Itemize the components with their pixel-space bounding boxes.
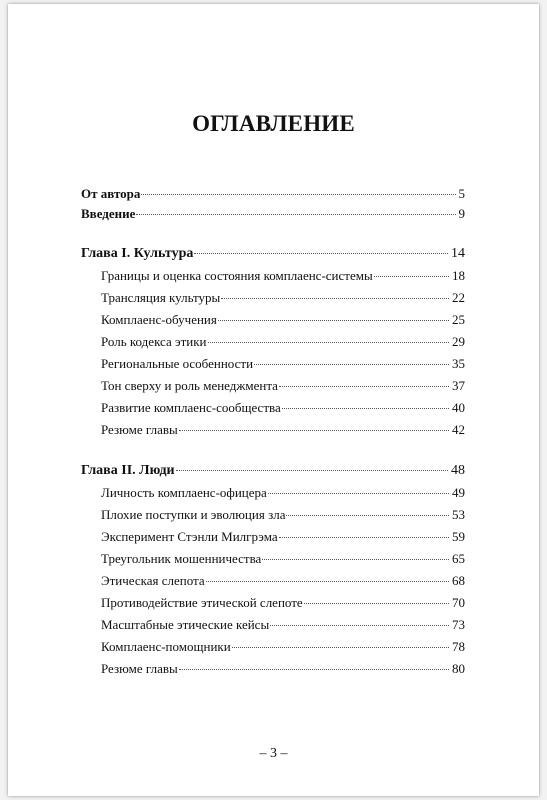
toc-section-label: Этическая слепота — [101, 573, 205, 588]
toc-section-label: Масштабные этические кейсы — [101, 617, 270, 632]
toc-section-page: 40 — [452, 400, 465, 415]
toc-section[interactable] — [101, 422, 465, 438]
toc-section[interactable] — [101, 268, 465, 284]
dot-leader — [206, 581, 449, 582]
dot-leader — [286, 515, 449, 516]
toc-section-label: Комплаенс-помощники — [101, 639, 231, 654]
toc-section-page: 65 — [452, 551, 465, 566]
dot-leader — [232, 647, 449, 648]
toc-section[interactable] — [101, 573, 465, 589]
toc-section[interactable] — [101, 639, 465, 655]
toc-section[interactable] — [101, 356, 465, 372]
dot-leader — [279, 537, 449, 538]
toc-entry-label: Введение — [81, 206, 136, 221]
dot-leader — [304, 603, 449, 604]
dot-leader — [254, 364, 449, 365]
toc-section-page: 25 — [452, 312, 465, 327]
toc-section-page: 73 — [452, 617, 465, 632]
toc-section-label: Тон сверху и роль менеджмента — [101, 378, 278, 393]
dot-leader — [179, 669, 449, 670]
toc-section-label: Трансляция культуры — [101, 290, 221, 305]
toc-section[interactable] — [101, 312, 465, 328]
toc-entry-page: 9 — [458, 206, 465, 221]
toc-chapter-label: Глава I. Культура — [81, 246, 194, 261]
toc-section-page: 37 — [452, 378, 465, 393]
dot-leader — [221, 298, 449, 299]
dot-leader — [179, 430, 449, 431]
toc-section-page: 80 — [452, 661, 465, 676]
toc-section[interactable] — [101, 661, 465, 677]
toc-chapter-page: 14 — [451, 246, 465, 261]
toc-section-page: 49 — [452, 485, 465, 500]
dot-leader — [282, 408, 449, 409]
dot-leader — [279, 386, 449, 387]
toc-entry-label: От автора — [81, 186, 141, 201]
dot-leader — [268, 493, 449, 494]
toc-section-label: Региональные особенности — [101, 356, 254, 371]
toc-section[interactable] — [101, 507, 465, 523]
toc-chapter-label: Глава II. Люди — [81, 463, 175, 478]
toc-section-page: 68 — [452, 573, 465, 588]
toc-section-label: Резюме главы — [101, 661, 178, 676]
toc-section-label: Личность комплаенс-офицера — [101, 485, 267, 500]
toc-section-page: 53 — [452, 507, 465, 522]
toc-section[interactable] — [101, 551, 465, 567]
toc-chapter-2[interactable] — [81, 463, 465, 479]
page-title: ОГЛАВЛЕНИЕ — [192, 111, 355, 136]
toc-section-label: Эксперимент Стэнли Милгрэма — [101, 529, 278, 544]
toc-section[interactable] — [101, 400, 465, 416]
toc-section[interactable] — [101, 529, 465, 545]
dot-leader — [176, 470, 448, 471]
page-number: – 3 – — [259, 746, 288, 761]
dot-leader — [194, 253, 448, 254]
toc-section-page: 78 — [452, 639, 465, 654]
toc-section-label: Границы и оценка состояния комплаенс-системы — [101, 268, 373, 283]
document-page — [8, 4, 539, 796]
toc-section-page: 59 — [452, 529, 465, 544]
toc-section[interactable] — [101, 290, 465, 306]
toc-section-page: 22 — [452, 290, 465, 305]
toc-section[interactable] — [101, 378, 465, 394]
toc-section-label: Развитие комплаенс-сообщества — [101, 400, 281, 415]
dot-leader — [262, 559, 449, 560]
toc-chapter-page: 48 — [451, 463, 465, 478]
dot-leader — [270, 625, 449, 626]
dot-leader — [136, 214, 455, 215]
toc-section-label: Роль кодекса этики — [101, 334, 207, 349]
toc-entry-author-preface[interactable] — [81, 186, 465, 202]
toc-section-page: 29 — [452, 334, 465, 349]
toc-section-label: Противодействие этической слепоте — [101, 595, 303, 610]
toc-section-page: 18 — [452, 268, 465, 283]
toc-section-page: 70 — [452, 595, 465, 610]
toc-chapter-1[interactable] — [81, 246, 465, 262]
toc-section[interactable] — [101, 485, 465, 501]
toc-entry-page: 5 — [458, 186, 465, 201]
toc-section-label: Комплаенс-обучения — [101, 312, 217, 327]
toc-section[interactable] — [101, 617, 465, 633]
dot-leader — [141, 194, 455, 195]
dot-leader — [374, 276, 449, 277]
toc-section-page: 42 — [452, 422, 465, 437]
dot-leader — [208, 342, 450, 343]
toc-section[interactable] — [101, 334, 465, 350]
dot-leader — [218, 320, 449, 321]
toc-section-label: Плохие поступки и эволюция зла — [101, 507, 286, 522]
toc-section-label: Резюме главы — [101, 422, 178, 437]
toc-section-page: 35 — [452, 356, 465, 371]
toc-section-label: Треугольник мошенничества — [101, 551, 262, 566]
toc-entry-introduction[interactable] — [81, 206, 465, 222]
toc-section[interactable] — [101, 595, 465, 611]
